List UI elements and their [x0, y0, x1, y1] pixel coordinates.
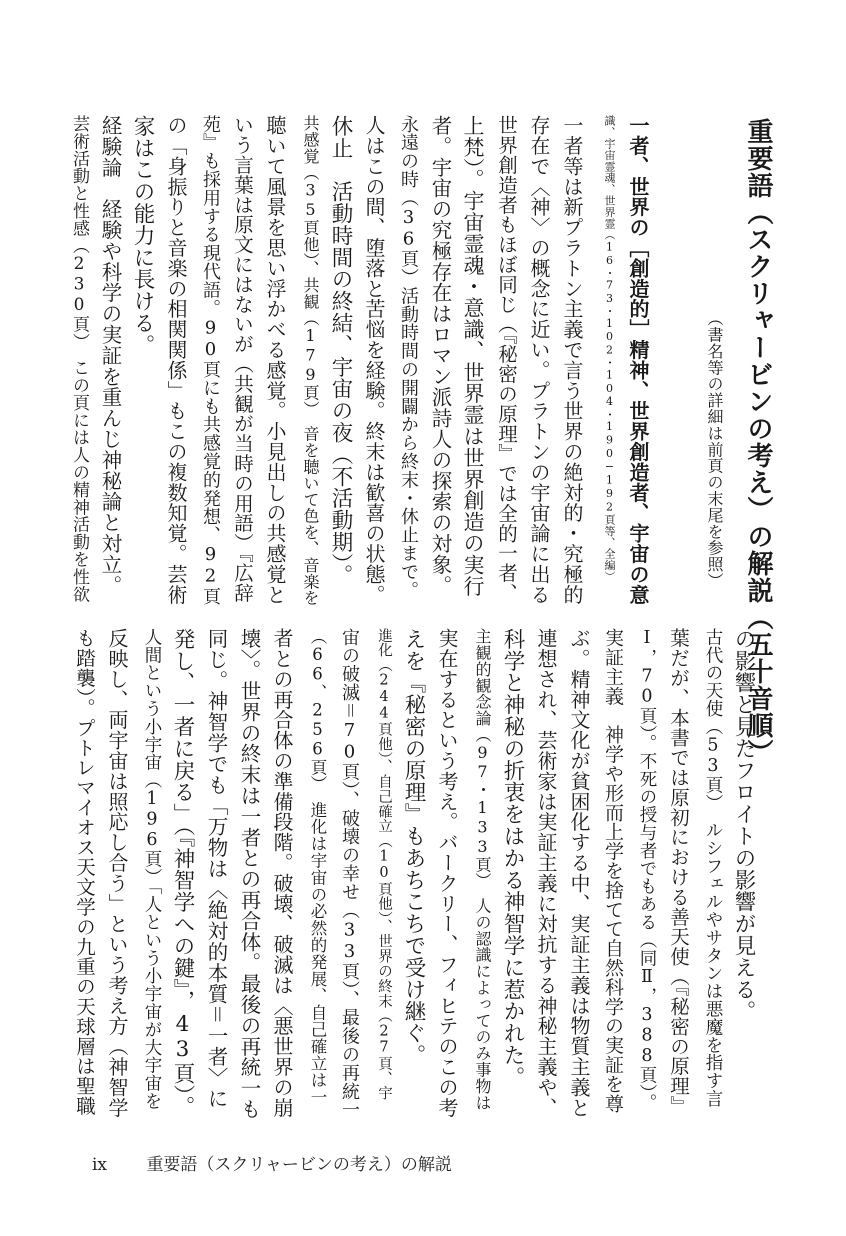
- text-line: （66、256頁） 進化は宇宙の必然的発展、自己確立は一: [308, 628, 327, 1106]
- text-line: 主観的観念論（97・133頁） 人の認識によってのみ事物は: [473, 628, 492, 1111]
- text-line: の影響と見たフロイトの影響が見える。: [731, 628, 756, 1023]
- text-line: 経験論 経験や科学の実証を重んじ神秘論と対立。: [98, 115, 122, 596]
- text-line: 一者等は新プラトン主義で言う世界の絶対的・究極的: [560, 115, 584, 605]
- text-line: 聴いて風景を思い浮かべる感覚。小見出しの共感覚と: [263, 115, 287, 605]
- running-title: 重要語（スクリャービンの考え）の解説: [146, 1155, 452, 1175]
- text-line: 者との再合体の準備段階。破壊、破滅は〈悪世界の崩: [270, 628, 294, 1118]
- page-footer: [92, 1150, 452, 1175]
- text-line: えを『秘密の原理』もあちこちで受け継ぐ。: [401, 628, 426, 1066]
- text-line: 識、宇宙霊魂、世界霊（16・73・102・104・190−192頁等、全編）: [603, 115, 616, 583]
- page-subtitle-note: （書名等の詳細は前頁の末尾を参照）: [705, 310, 724, 589]
- text-line: 共感覚（35頁他）、共観（179頁） 音を聴いて色を、音楽を: [301, 115, 320, 606]
- text-line: 葉だが、本書では原初における善天使（『秘密の原理』: [667, 628, 690, 1116]
- text-line: 宙の破滅＝70頁）、破壊の幸せ（33頁）、最後の再統一: [339, 628, 360, 1119]
- text-line: 休止 活動時間の終結、宇宙の夜（不活動期）。: [328, 115, 353, 587]
- text-line: 科学と神秘の折衷をはかる神智学に惹かれた。: [500, 628, 525, 1088]
- text-line: 進化（244頁他）、自己確立（10頁他）、世界の終末（27頁、宇: [376, 628, 392, 1101]
- text-line: 壊〉。世界の終末は一者との再合体。最後の再統一も: [237, 628, 261, 1120]
- text-line: ぶ。精神文化が貧困化する中、実証主義は物質主義と: [567, 628, 591, 1118]
- text-line: 古代の天使（53頁） ルシフェルやサタンは悪魔を指す言: [703, 628, 723, 1108]
- text-line: 上梵）。宇宙霊魂・意識、世界霊は世界創造の実行: [461, 115, 485, 597]
- page-number: ix: [92, 1155, 108, 1175]
- text-line: 世界創造者もほぼ同じ（『秘密の原理』では全的一者、: [495, 115, 518, 603]
- text-line: 実在するという考え。バークリー、フィヒテのこの考: [435, 628, 459, 1118]
- page-title: 重要語（スクリャービンの考え）の解説（五十音順）: [743, 118, 773, 766]
- text-line: Ⅰ，70頁）。不死の授与者でもある（同Ⅱ，388頁）。: [637, 628, 657, 1112]
- text-line: も踏襲）。プトレマイオス天文学の九重の天球層は聖職: [73, 628, 96, 1116]
- text-line: 芸術活動と性感（230頁） この頁には人の精神活動を性欲: [69, 115, 89, 603]
- text-line: 家はこの能力に長ける。: [130, 115, 155, 356]
- text-line: の「身振りと音楽の相関関係」もこの複数知覚。芸術: [164, 115, 188, 605]
- text-line: 者。宇宙の究極存在はロマン派詩人の探索の対象。: [428, 115, 452, 596]
- text-line: 人間という小宇宙（196頁）「人という小宇宙が大宇宙を: [142, 628, 162, 1111]
- text-line: 同じ。神智学でも「万物は〈絶対的本質＝一者〉に: [204, 628, 228, 1109]
- text-line: 反映し、両宇宙は照応し合う」という考え方（神智学: [105, 628, 129, 1118]
- text-line: 人はこの間、堕落と苦悩を経験。終末は歓喜の状態。: [362, 115, 386, 605]
- text-line: 永遠の時（36頁）活動時間の開闢から終末・休止まで。: [398, 115, 419, 600]
- text-line: 一者、世界の［創造的］精神、世界創造者、宇宙の意: [626, 115, 650, 605]
- text-line: 実証主義 神学や形而上学を捨てて自然科学の実証を尊: [602, 628, 624, 1113]
- text-line: 存在で〈神〉の概念に近い。プラトンの宇宙論に出る: [527, 115, 551, 605]
- text-line: いう言葉は原文にはないが（共観が当時の用語）『広辞: [231, 115, 254, 603]
- text-line: 連想され、芸術家は実証主義に対抗する神秘主義や、: [534, 628, 558, 1118]
- text-line: 発し、一者に戻る」（『神智学への鍵』，43頁）。: [170, 628, 195, 1118]
- text-line: 苑』も採用する現代語。90頁にも共感覚的発想、92頁: [200, 115, 221, 606]
